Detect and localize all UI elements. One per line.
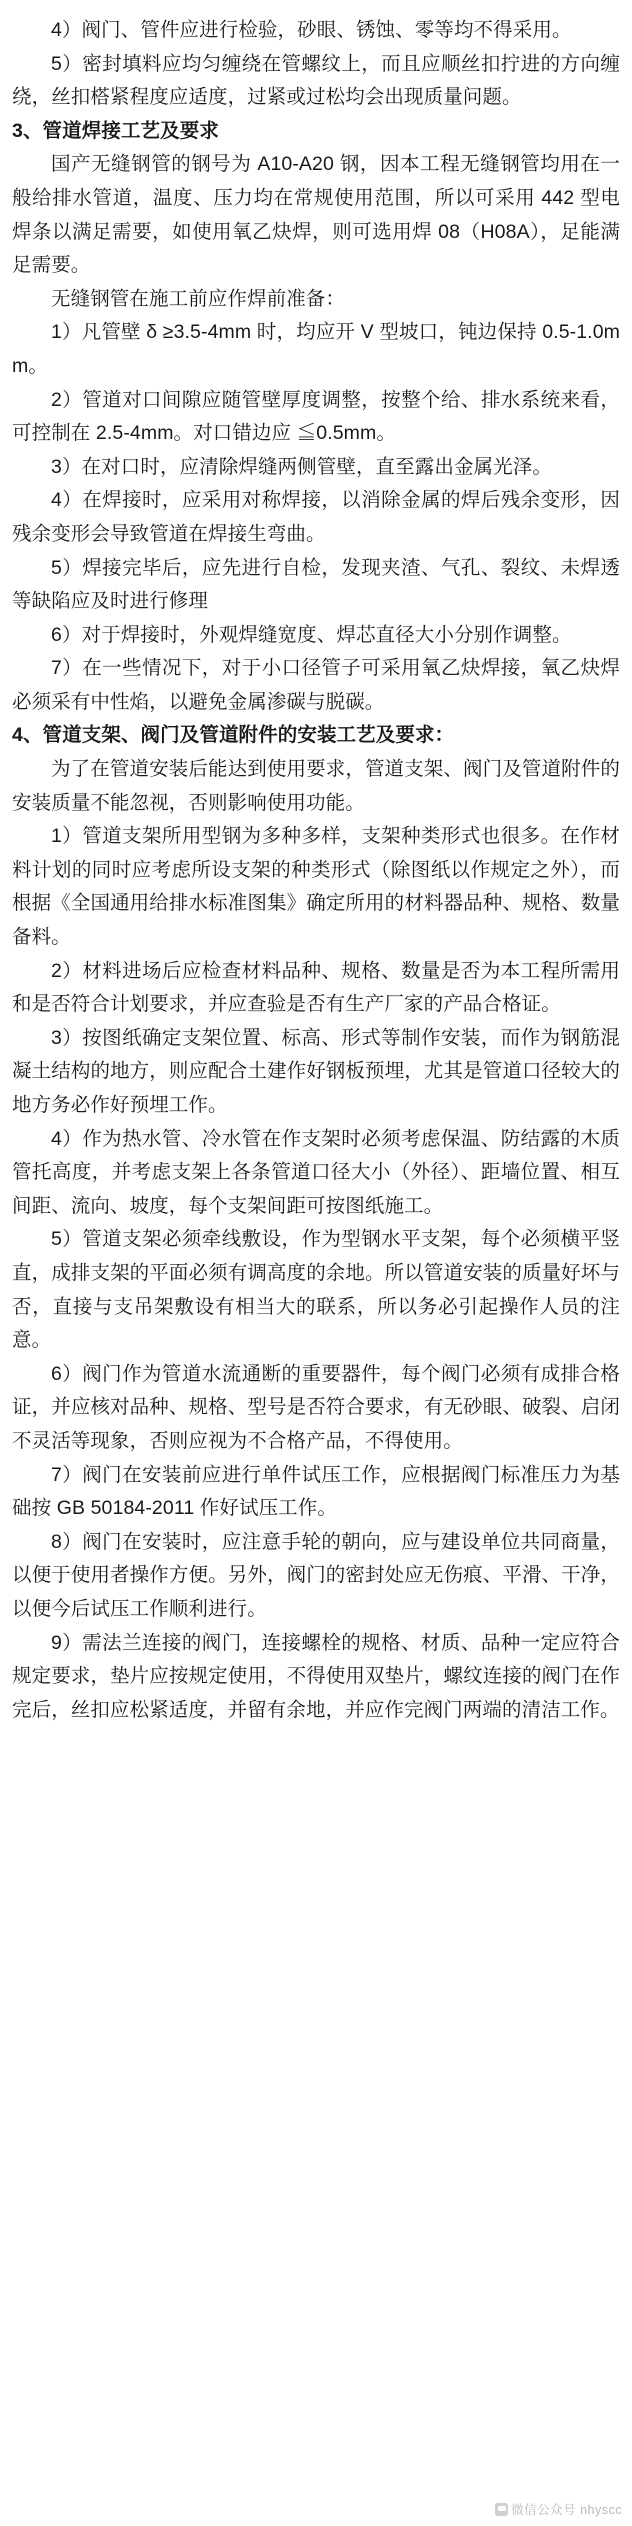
paragraph: 9）需法兰连接的阀门，连接螺栓的规格、材质、品种一定应符合规定要求，垫片应按规定使用，不得使用双垫片，螺纹连接的阀门在作完后，丝扣应松紧适度，并留有余地，并应作完阀门两端的清洁工作。 [12,1631,620,1721]
paragraph: 无缝钢管在施工前应作焊前准备： [51,287,346,310]
paragraph: 7）阀门在安装前应进行单件试压工作，应根据阀门标准压力为基础按 GB 50184-2011 作好试压工作。 [12,1463,620,1520]
paragraph: 1）凡管壁 δ ≥3.5-4mm 时，均应开 V 型坡口，钝边保持 0.5-1.0mm。 [12,321,620,377]
paragraph: 6）对于焊接时，外观焊缝宽度、焊芯直径大小分别作调整。 [51,623,572,646]
paragraph: 2）管道对口间隙应随管壁厚度调整，按整个给、排水系统来看，可控制在 2.5-4mm。对口错边应 ≦0.5mm。 [12,388,620,445]
paragraph: 4）作为热水管、冷水管在作支架时必须考虑保温、防结露的木质管托高度，并考虑支架上各条管道口径大小（外径）、距墙位置、相互间距、流向、坡度，每个支架间距可按图纸施工。 [12,1127,620,1217]
paragraph: 国产无缝钢管的钢号为 A10-A20 钢，因本工程无缝钢管均用在一般给排水管道，温度、压力均在常规使用范围，所以可采用 442 型电焊条以满足需要，如使用氧乙炔焊，则可选用焊 08（H08A），足能满足需要。 [12,153,620,277]
paragraph: 8）阀门在安装时，应注意手轮的朝向，应与建设单位共同商量，以便于使用者操作方便。另外，阀门的密封处应无伤痕、平滑、干净，以便今后试压工作顺利进行。 [12,1530,620,1620]
paragraph: 为了在管道安装后能达到使用要求，管道支架、阀门及管道附件的安装质量不能忽视，否则影响使用功能。 [12,758,620,814]
watermark [495,2500,622,2518]
paragraph: 5）焊接完毕后，应先进行自检，发现夹渣、气孔、裂纹、未焊透等缺陷应及时进行修理 [12,556,620,613]
paragraph: 3）按图纸确定支架位置、标高、形式等制作安装，而作为钢筋混凝土结构的地方，则应配合土建作好钢板预埋，尤其是管道口径较大的地方务必作好预埋工作。 [12,1026,620,1116]
paragraph: 1）管道支架所用型钢为多种多样，支架种类形式也很多。在作材料计划的同时应考虑所设支架的种类形式（除图纸以作规定之外），而根据《全国通用给排水标准图集》确定所用的材料器品种、规格、数量备料。 [12,825,620,949]
section-heading: 4、管道支架、阀门及管道附件的安装工艺及要求： [12,724,455,747]
paragraph: 2）材料进场后应检查材料品种、规格、数量是否为本工程所需用和是否符合计划要求，并应查验是否有生产厂家的产品合格证。 [12,959,620,1016]
paragraph: 4）在焊接时，应采用对称焊接，以消除金属的焊后残余变形，因残余变形会导致管道在焊接生弯曲。 [12,489,620,545]
paragraph: 4）阀门、管件应进行检验，砂眼、锈蚀、零等均不得采用。 [51,19,572,41]
wechat-icon [495,2503,508,2516]
paragraph: 7）在一些情况下，对于小口径管子可采用氧乙炔焊接，氧乙炔焊必须采有中性焰，以避免金属渗碳与脱碳。 [12,657,620,713]
watermark-text: 微信公众号 nhyscc [511,2503,622,2517]
section-heading: 3、管道焊接工艺及要求 [12,119,219,142]
paragraph: 6）阀门作为管道水流通断的重要器件，每个阀门必须有成排合格证，并应核对品种、规格、型号是否符合要求，有无砂眼、破裂、启闭不灵活等现象，否则应视为不合格产品，不得使用。 [12,1362,620,1452]
paragraph: 5）管道支架必须牵线敷设，作为型钢水平支架，每个必须横平竖直，成排支架的平面必须有调高度的余地。所以管道安装的质量好坏与否，直接与支吊架敷设有相当大的联系，所以务必引起操作人员的注意。 [12,1228,620,1352]
paragraph: 5）密封填料应均匀缠绕在管螺纹上，而且应顺丝扣拧进的方向缠绕，丝扣榙紧程度应适度，过紧或过松均会出现质量问题。 [12,52,620,109]
paragraph: 3）在对口时，应清除焊缝两侧管壁，直至露出金属光泽。 [51,455,552,478]
document-body [12,14,620,1727]
